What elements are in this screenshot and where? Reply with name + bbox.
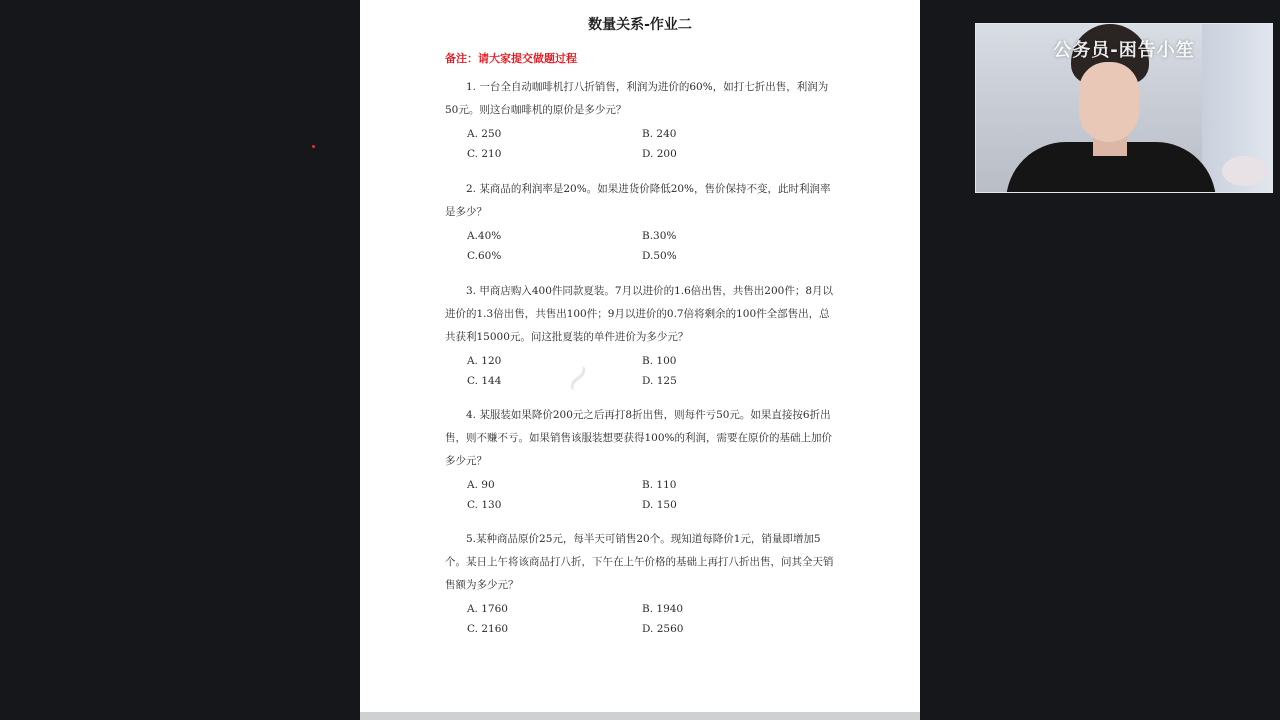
document-title: 数量关系-作业二 <box>588 17 692 33</box>
option-a: A. 250 <box>467 128 502 140</box>
question-options <box>467 599 837 639</box>
option-b: B. 240 <box>642 128 677 140</box>
document-page <box>360 0 920 712</box>
question-2 <box>445 178 837 266</box>
question-text: 2. 某商品的利润率是20%。如果进货价降低20%，售价保持不变，此时利润率是多少？ <box>445 183 831 218</box>
background-object <box>1222 156 1268 186</box>
option-a: A.40% <box>467 230 502 242</box>
question-text: 5.某种商品原价25元，每半天可销售20个。现知道每降价1元，销量即增加5个。某日上午将该商品打八折，下午在上午价格的基础上再打八折出售，问其全天销售额为多少元？ <box>445 533 834 591</box>
question-text: 3. 甲商店购入400件同款夏装。7月以进价的1.6倍出售，共售出200件；8月以进价的1.3倍出售，共售出100件；9月以进价的0.7倍将剩余的100件全部售出，总共获利15000元。问这批夏装的单件进价为多少元？ <box>445 285 833 343</box>
option-d: D. 2560 <box>642 623 684 635</box>
option-c: C.60% <box>467 250 502 262</box>
option-b: B. 110 <box>642 479 677 491</box>
option-d: D. 125 <box>642 375 677 387</box>
option-c: C. 210 <box>467 148 502 160</box>
option-c: C. 2160 <box>467 623 509 635</box>
option-d: D. 150 <box>642 499 677 511</box>
document-note: 备注：请大家提交做题过程 <box>445 52 577 65</box>
webcam-caption: 公务员-困告小笙 <box>1053 40 1195 61</box>
question-text: 1. 一台全自动咖啡机打八折销售，利润为进价的60%，如打七折出售，利润为50元。则这台咖啡机的原价是多少元？ <box>445 81 829 116</box>
option-d: D. 200 <box>642 148 677 160</box>
question-text: 4. 某服装如果降价200元之后再打8折出售，则每件亏50元。如果直接按6折出售，则不赚不亏。如果销售该服装想要获得100%的利润，需要在原价的基础上加价多少元？ <box>445 409 833 467</box>
option-c: C. 144 <box>467 375 502 387</box>
question-options <box>467 226 837 266</box>
option-a: A. 1760 <box>467 603 508 615</box>
option-c: C. 130 <box>467 499 502 511</box>
webcam-overlay[interactable] <box>975 23 1273 193</box>
question-1 <box>445 76 837 164</box>
option-a: A. 90 <box>467 479 495 491</box>
question-options <box>467 351 837 391</box>
question-4 <box>445 404 837 515</box>
question-options <box>467 124 837 164</box>
page-bottom-edge <box>360 712 920 720</box>
question-5 <box>445 528 837 639</box>
option-b: B.30% <box>642 230 677 242</box>
laser-pointer-dot <box>312 145 315 148</box>
presenter-face <box>1079 62 1139 142</box>
question-3 <box>445 280 837 391</box>
option-b: B. 1940 <box>642 603 684 615</box>
option-a: A. 120 <box>467 355 502 367</box>
watermark: ~ <box>549 351 607 405</box>
option-d: D.50% <box>642 250 677 262</box>
option-b: B. 100 <box>642 355 677 367</box>
question-options <box>467 475 837 515</box>
